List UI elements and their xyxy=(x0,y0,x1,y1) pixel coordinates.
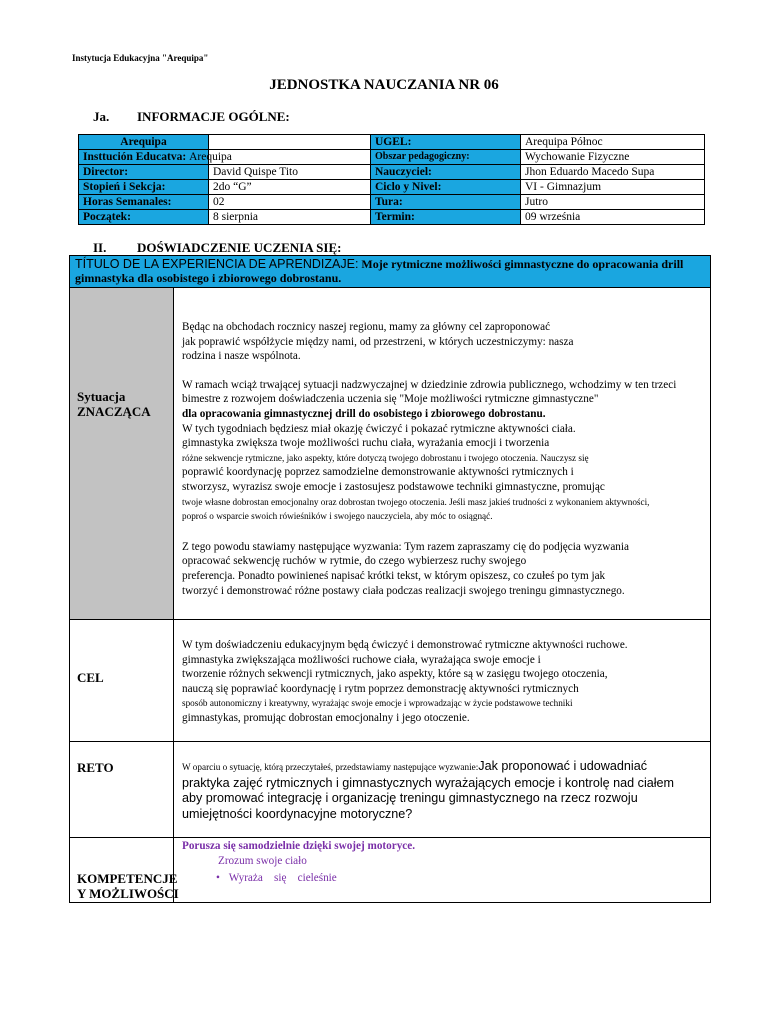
table-row xyxy=(79,180,705,195)
section-number: Ja. xyxy=(93,109,110,124)
cel-line: gimnastykas, promując dobrostan emocjonalny i jego otoczenie. xyxy=(182,711,470,724)
cel-line: nauczą się poprawiać koordynację i rytm poprzez demonstrację aktywności rytmicznych xyxy=(182,682,579,695)
info-value: 09 września xyxy=(521,210,705,225)
competences-text xyxy=(182,839,706,886)
experience-title-key: TÍTULO DE LA EXPERIENCIA DE APRENDIZAJE: xyxy=(75,257,359,271)
cel-label: CEL xyxy=(77,670,104,685)
section-number: II. xyxy=(93,240,107,255)
info-value: 2do “G” xyxy=(209,180,371,195)
cel-line: gimnastyka zwiększająca możliwości ruchowe ciała, wyrażająca swoje emocje i xyxy=(182,653,541,666)
info-value: VI - Gimnazjum xyxy=(521,180,705,195)
cel-text xyxy=(182,638,706,726)
table-row xyxy=(79,210,705,225)
reto-text xyxy=(182,759,706,822)
situation-line-bold: dla opracowania gimnastycznej drill do osobistego i zbiorowego dobrostanu. xyxy=(182,407,546,420)
situation-line: Z tego powodu stawiamy następujące wyzwania: Tym razem zapraszamy cię do podjęcia wyzwania xyxy=(182,540,629,553)
capacity-item xyxy=(182,854,706,870)
info-label: Termin: xyxy=(371,210,521,225)
info-label: Arequipa xyxy=(79,135,209,150)
situation-line: bimestre z rozwojem doświadczenia uczenia się "Moje możliwości rytmiczne gimnastyczne" xyxy=(182,393,599,406)
row-divider xyxy=(70,837,710,838)
capacity-item xyxy=(182,871,706,886)
info-value: 8 sierpnia xyxy=(209,210,371,225)
info-label: Horas Semanales: xyxy=(79,195,209,210)
bullet-icon: • xyxy=(216,872,220,885)
situation-line: gimnastyka zwiększa twoje możliwości ruchu ciała, wyrażania emocji i tworzenia xyxy=(182,437,550,450)
experience-title-bar xyxy=(70,256,710,288)
capacity-item-label: Wyraża się cieleśnie xyxy=(228,872,337,885)
info-value: Jutro xyxy=(521,195,705,210)
situation-line: poproś o wsparcie swoich rówieśników i swojego nauczyciela, aby móc to osiągnąć. xyxy=(182,511,493,522)
situation-line: W tych tygodniach będziesz miał okazję ćwiczyć i pokazać rytmiczne aktywności ciała. xyxy=(182,422,576,435)
situation-line: tworzyć i demonstrować różne postawy ciała podczas realizacji swojego treningu gimnastycznego. xyxy=(182,584,625,597)
situation-line: Będąc na obchodach rocznicy naszej regionu, mamy za główny cel zaproponować xyxy=(182,321,551,333)
info-value xyxy=(209,135,371,150)
section-label: INFORMACJE OGÓLNE: xyxy=(137,109,290,124)
situation-line: rodzina i nasze wspólnota. xyxy=(182,350,301,363)
cel-line: W tym doświadczeniu edukacyjnym będą ćwiczyć i demonstrować rytmiczne aktywności ruchowe. xyxy=(182,639,628,651)
situation-line: preferencja. Ponadto powinieneś napisać krótki tekst, w którym opiszesz, co czułeś po tym jak xyxy=(182,569,606,582)
situation-text xyxy=(182,320,706,598)
reto-question: Jak proponować i udowadniać xyxy=(478,759,647,773)
info-value: Arequipa Północ xyxy=(521,135,705,150)
info-value: David Quispe Tito xyxy=(209,165,371,180)
table-row xyxy=(79,150,705,165)
info-label: Stopień i Sekcja: xyxy=(79,180,209,195)
row-divider xyxy=(70,619,710,620)
situation-label-cell xyxy=(70,288,174,619)
general-info-table xyxy=(78,134,705,225)
section-heading-general xyxy=(93,109,290,125)
institution-name: Instytucja Edukacyjna "Arequipa" xyxy=(72,53,209,63)
situation-line: jak poprawić współżycie między nami, od przestrzeni, w których uczestniczymy: nasza xyxy=(182,335,574,348)
situation-line: opracować sekwencję ruchów w rytmie, do czego wybierzesz ruchy swojego xyxy=(182,555,527,568)
cel-line: tworzenie różnych sekwencji rytmicznych, jako aspekty, które są w zasięgu twojego otoczenia, xyxy=(182,668,608,681)
reto-question-line: umiejętności koordynacyjne motoryczne? xyxy=(182,806,413,821)
section-label: DOŚWIADCZENIE UCZENIA SIĘ: xyxy=(137,240,342,255)
section-heading-experience xyxy=(93,240,341,256)
cel-line: sposób autonomiczny i kreatywny, wyrażając swoje emocje i wprowadzając w życie podstawowe techniki xyxy=(182,698,573,709)
info-value-empty xyxy=(209,150,371,165)
competences-label-line: Y MOŻLIWOŚCI xyxy=(77,886,179,901)
situation-line: stworzysz, wyrazisz swoje emocje i zastosujesz podstawowe techniki gimnastyczne, promując xyxy=(182,480,605,493)
situation-line: różne sekwencje rytmiczne, jako aspekty, które dotyczą twojego dobrostanu i twojego otoczenia. Nauczysz się xyxy=(182,452,589,463)
reto-question-line: aby promować integrację i organizację treningu gimnastycznego na rzecz rozwoju xyxy=(182,791,638,805)
info-label: Nauczyciel: xyxy=(371,165,521,180)
info-value: Wychowanie Fizyczne xyxy=(521,150,705,165)
info-label: Obszar pedagogiczny: xyxy=(371,150,521,165)
table-row xyxy=(79,135,705,150)
capacity-item-label: Zrozum swoje ciało xyxy=(218,854,307,867)
row-divider xyxy=(70,741,710,742)
table-row xyxy=(79,165,705,180)
situation-line: W ramach wciąż trwającej sytuacji nadzwyczajnej w dziedzinie zdrowia publicznego, wchodzimy w ten trzeci xyxy=(182,378,677,391)
experience-title-value-cont: gimnastyka dla osobistego i zbiorowego dobrostanu. xyxy=(75,271,342,285)
situation-label: Sytuacja ZNACZĄCA xyxy=(77,389,151,419)
situation-line: twoje własne dobrostan emocjonalny oraz dobrostan twojego otoczenia. Jeśli masz jakieś trudności z wykonaniem aktywności, xyxy=(182,496,650,507)
situation-line: poprawić koordynację poprzez samodzielne demonstrowanie aktywności rytmicznych i xyxy=(182,466,574,479)
reto-question-line: praktyka zajęć rytmicznych i gimnastycznych wyrażających emocje i kontrolę nad ciałem xyxy=(182,775,675,790)
info-label: Tura: xyxy=(371,195,521,210)
competence-heading: Porusza się samodzielnie dzięki swojej motoryce. xyxy=(182,840,416,852)
info-label-text: Insttución Educatva: xyxy=(83,151,187,163)
document-title: JEDNOSTKA NAUCZANIA NR 06 xyxy=(269,77,499,93)
info-value: 02 xyxy=(209,195,371,210)
info-label: UGEL: xyxy=(371,135,521,150)
info-value: Jhon Eduardo Macedo Supa xyxy=(521,165,705,180)
competences-label-line: KOMPETENCJE xyxy=(77,871,178,886)
info-label: Ciclo y Nivel: xyxy=(371,180,521,195)
reto-intro: W oparciu o sytuację, którą przeczytałeś, przedstawiamy następujące wyzwanie: xyxy=(182,762,479,772)
info-label: Director: xyxy=(79,165,209,180)
info-label xyxy=(79,150,232,165)
reto-label: RETO xyxy=(77,760,114,775)
info-label: Początek: xyxy=(79,210,209,225)
competences-label xyxy=(77,871,179,901)
table-row xyxy=(79,195,705,210)
info-value: Arequipa xyxy=(189,151,232,163)
experience-title-value: Moje rytmiczne możliwości gimnastyczne do opracowania drill xyxy=(358,257,684,271)
